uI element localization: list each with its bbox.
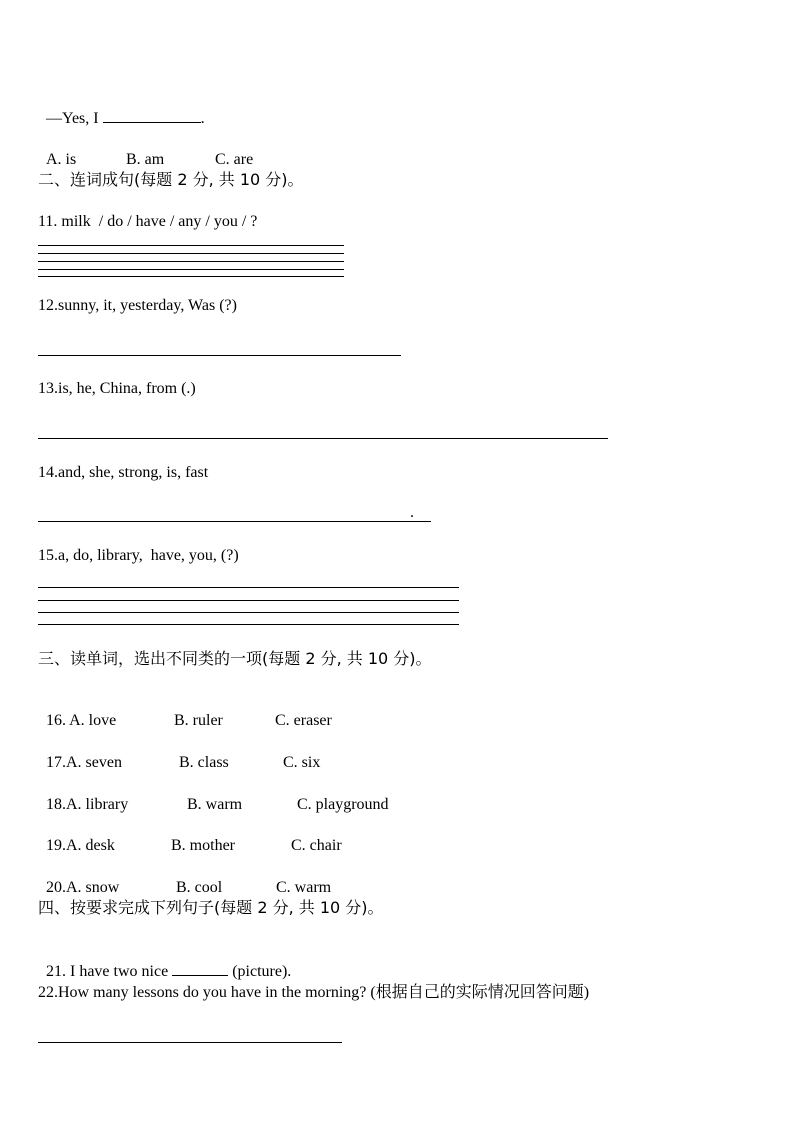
answer-line[interactable] xyxy=(38,438,608,439)
q10-option-c[interactable]: C. are xyxy=(215,151,254,168)
question-19 xyxy=(38,816,342,856)
answer-line[interactable] xyxy=(38,276,344,277)
section4-heading: 四、按要求完成下列句子(每题 2 分, 共 10 分)。 xyxy=(38,898,384,917)
answer-line[interactable] xyxy=(38,600,459,601)
answer-line[interactable] xyxy=(38,1042,342,1043)
q16-option-a[interactable]: 16. A. love xyxy=(46,712,117,729)
q21-prefix: 21. I have two nice xyxy=(46,963,173,980)
q20-option-b[interactable]: B. cool xyxy=(176,879,223,896)
question-14: 14.and, she, strong, is, fast xyxy=(38,464,209,481)
q17-option-c[interactable]: C. six xyxy=(283,754,321,771)
q10-blank[interactable] xyxy=(103,108,201,123)
answer-line[interactable] xyxy=(38,269,344,270)
q10-answer-suffix: . xyxy=(200,110,205,127)
answer-line[interactable] xyxy=(38,355,401,356)
q10-answer-line xyxy=(38,88,205,129)
answer-line[interactable] xyxy=(38,587,459,588)
q10-option-b[interactable]: B. am xyxy=(126,151,165,168)
q17-option-a[interactable]: 17.A. seven xyxy=(46,754,122,771)
q21-blank[interactable] xyxy=(172,961,228,976)
answer-line[interactable] xyxy=(38,253,344,254)
q16-option-c[interactable]: C. eraser xyxy=(275,712,332,729)
q10-option-a[interactable]: A. is xyxy=(46,151,77,168)
q18-option-b[interactable]: B. warm xyxy=(187,796,243,813)
q17-option-b[interactable]: B. class xyxy=(179,754,229,771)
q21-suffix: (picture). xyxy=(228,963,292,980)
question-18 xyxy=(38,775,389,815)
question-15: 15.a, do, library, have, you, (?) xyxy=(38,547,239,564)
question-22: 22.How many lessons do you have in the morning? (根据自己的实际情况回答问题) xyxy=(38,984,590,1001)
answer-line[interactable] xyxy=(38,245,344,246)
q16-option-b[interactable]: B. ruler xyxy=(174,712,223,729)
answer-line[interactable] xyxy=(38,612,459,613)
section2-heading: 二、连词成句(每题 2 分, 共 10 分)。 xyxy=(38,170,304,189)
q10-answer-prefix: —Yes, I xyxy=(46,110,103,127)
question-13: 13.is, he, China, from (.) xyxy=(38,380,196,397)
answer-line[interactable] xyxy=(38,521,431,522)
question-21 xyxy=(38,941,291,982)
question-11: 11. milk / do / have / any / you / ? xyxy=(38,213,258,230)
q20-option-c[interactable]: C. warm xyxy=(276,879,332,896)
question-12: 12.sunny, it, yesterday, Was (?) xyxy=(38,297,237,314)
q20-option-a[interactable]: 20.A. snow xyxy=(46,879,120,896)
q19-option-a[interactable]: 19.A. desk xyxy=(46,837,115,854)
question-16 xyxy=(38,691,332,731)
q19-option-b[interactable]: B. mother xyxy=(171,837,235,854)
question-17 xyxy=(38,733,320,773)
section3-heading: 三、读单词，选出不同类的一项(每题 2 分, 共 10 分)。 xyxy=(38,649,432,668)
q10-options xyxy=(38,130,253,170)
q18-option-c[interactable]: C. playground xyxy=(297,796,389,813)
q19-option-c[interactable]: C. chair xyxy=(291,837,342,854)
question-20 xyxy=(38,858,331,898)
answer-line[interactable] xyxy=(38,624,459,625)
answer-line[interactable] xyxy=(38,261,344,262)
q18-option-a[interactable]: 18.A. library xyxy=(46,796,129,813)
q14-period: . xyxy=(410,504,414,521)
